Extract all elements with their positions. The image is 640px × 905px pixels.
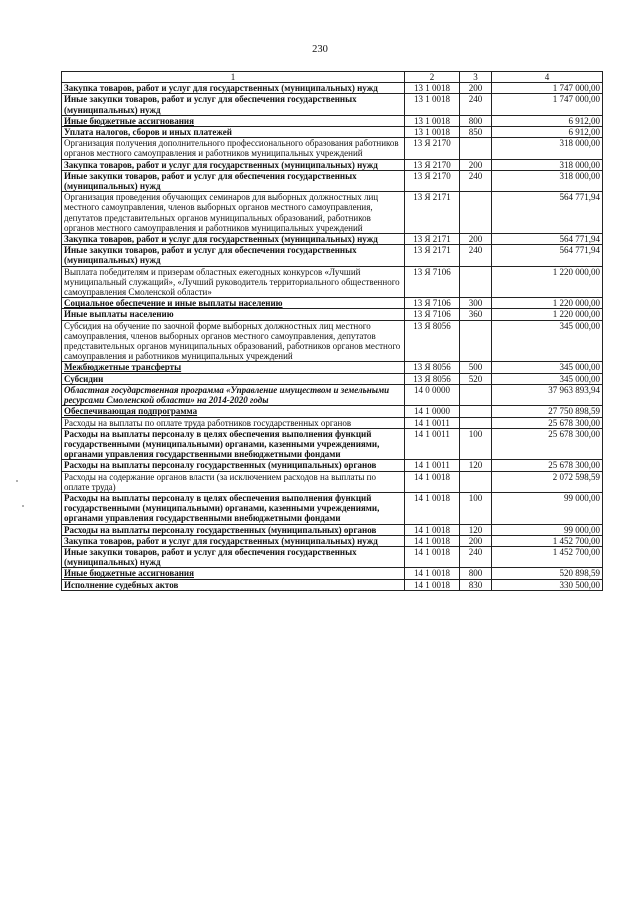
header-col-amount: 4 [492,72,603,83]
row-amount-cell: 318 000,00 [492,159,603,170]
row-csr-cell: 14 1 0018 [405,524,460,535]
row-name-cell: Закупка товаров, работ и услуг для государственных (муниципальных) нужд [62,535,405,546]
row-csr-cell: 13 Я 2171 [405,192,460,234]
row-name-cell: Исполнение судебных актов [62,579,405,590]
row-csr-cell: 13 Я 2170 [405,170,460,191]
row-csr-cell: 14 1 0018 [405,471,460,492]
table-row [62,245,603,266]
row-vr-cell: 200 [460,159,492,170]
row-csr-cell: 14 0 0000 [405,384,460,405]
table-row [62,524,603,535]
table-row [62,568,603,579]
row-amount-cell: 564 771,94 [492,245,603,266]
row-amount-cell: 1 220 000,00 [492,298,603,309]
row-name-cell: Закупка товаров, работ и услуг для государственных (муниципальных) нужд [62,234,405,245]
row-vr-cell: 120 [460,524,492,535]
row-name-cell: Закупка товаров, работ и услуг для государственных (муниципальных) нужд [62,159,405,170]
row-name-cell: Организация получения дополнительного профессионального образования работников органов местного самоуправления и работников муниципальных учреждений [62,138,405,159]
row-csr-cell: 13 1 0018 [405,127,460,138]
row-vr-cell: 240 [460,245,492,266]
header-col-name: 1 [62,72,405,83]
row-name-cell: Иные закупки товаров, работ и услуг для обеспечения государственных (муниципальных) нужд [62,94,405,115]
table-row [62,298,603,309]
row-amount-cell: 1 747 000,00 [492,83,603,94]
row-name-cell: Организация проведения обучающих семинаров для выборных должностных лиц местного самоуправления, членов выборных органов местного самоуправления, депутатов представительных органов муниципальных образований, работников органов местного самоуправления и работников муниципальных учреждений [62,192,405,234]
row-name-cell: Иные закупки товаров, работ и услуг для обеспечения государственных (муниципальных) нужд [62,546,405,567]
row-csr-cell: 14 1 0018 [405,535,460,546]
table-row [62,115,603,126]
table-row [62,460,603,471]
row-amount-cell: 345 000,00 [492,373,603,384]
row-name-cell: Иные закупки товаров, работ и услуг для обеспечения государственных (муниципальных) нужд [62,245,405,266]
row-vr-cell: 800 [460,115,492,126]
row-amount-cell: 330 500,00 [492,579,603,590]
row-csr-cell: 13 Я 7106 [405,266,460,298]
row-name-cell: Расходы на содержание органов власти (за исключением расходов на выплаты по оплате труда) [62,471,405,492]
row-name-cell: Иные бюджетные ассигнования [62,115,405,126]
table-row [62,94,603,115]
budget-table [61,71,603,591]
row-name-cell: Выплата победителям и призерам областных ежегодных конкурсов «Лучший муниципальный служащий», «Лучший руководитель территориального общественного самоуправления Смоленской области» [62,266,405,298]
row-name-cell: Расходы на выплаты персоналу в целях обеспечения выполнения функций государственными (муниципальными) органами, казенными учреждениями, органами управления государственными внебюджетными фондами [62,492,405,524]
row-vr-cell: 240 [460,170,492,191]
row-vr-cell: 500 [460,362,492,373]
row-vr-cell: 800 [460,568,492,579]
row-csr-cell: 13 Я 2170 [405,159,460,170]
row-name-cell: Областная государственная программа «Управление имуществом и земельными ресурсами Смоленской области» на 2014-2020 годы [62,384,405,405]
row-vr-cell: 200 [460,83,492,94]
row-name-cell: Межбюджетные трансферты [62,362,405,373]
row-amount-cell: 564 771,94 [492,192,603,234]
row-csr-cell: 14 1 0011 [405,417,460,428]
row-vr-cell [460,320,492,362]
row-amount-cell: 1 220 000,00 [492,309,603,320]
row-name-cell: Иные бюджетные ассигнования [62,568,405,579]
row-csr-cell: 13 Я 7106 [405,298,460,309]
row-amount-cell: 99 000,00 [492,524,603,535]
row-vr-cell: 100 [460,492,492,524]
row-vr-cell: 100 [460,428,492,460]
table-row [62,492,603,524]
row-csr-cell: 13 1 0018 [405,94,460,115]
row-name-cell: Закупка товаров, работ и услуг для государственных (муниципальных) нужд [62,83,405,94]
table-row [62,362,603,373]
scan-speck [16,480,18,482]
row-name-cell: Расходы на выплаты персоналу государственных (муниципальных) органов [62,524,405,535]
table-row [62,170,603,191]
row-vr-cell [460,471,492,492]
row-amount-cell: 25 678 300,00 [492,428,603,460]
page-number: 230 [312,44,328,55]
row-csr-cell: 13 Я 8056 [405,320,460,362]
table-header-row [62,72,603,83]
row-amount-cell: 99 000,00 [492,492,603,524]
table-row [62,428,603,460]
row-amount-cell: 1 452 700,00 [492,535,603,546]
row-vr-cell: 830 [460,579,492,590]
row-amount-cell: 1 747 000,00 [492,94,603,115]
table-row [62,266,603,298]
table-row [62,406,603,417]
row-amount-cell: 6 912,00 [492,127,603,138]
row-vr-cell: 300 [460,298,492,309]
row-name-cell: Иные закупки товаров, работ и услуг для обеспечения государственных (муниципальных) нужд [62,170,405,191]
row-csr-cell: 13 1 0018 [405,83,460,94]
row-amount-cell: 345 000,00 [492,320,603,362]
row-csr-cell: 13 Я 8056 [405,362,460,373]
row-amount-cell: 25 678 300,00 [492,460,603,471]
row-amount-cell: 37 963 893,94 [492,384,603,405]
row-csr-cell: 13 Я 7106 [405,309,460,320]
row-name-cell: Обеспечивающая подпрограмма [62,406,405,417]
row-name-cell: Расходы на выплаты персоналу государственных (муниципальных) органов [62,460,405,471]
row-amount-cell: 318 000,00 [492,170,603,191]
row-name-cell: Расходы на выплаты по оплате труда работников государственных органов [62,417,405,428]
header-col-vr: 3 [460,72,492,83]
row-csr-cell: 14 1 0018 [405,492,460,524]
row-name-cell: Иные выплаты населению [62,309,405,320]
row-vr-cell [460,406,492,417]
table-row [62,546,603,567]
row-name-cell: Расходы на выплаты персоналу в целях обеспечения выполнения функций государственными (муниципальными) органами, казенными учреждениями, органами управления государственными внебюджетными фондами [62,428,405,460]
table-row [62,159,603,170]
row-csr-cell: 14 1 0011 [405,428,460,460]
row-name-cell: Субсидия на обучение по заочной форме выборных должностных лиц местного самоуправления, членов выборных органов местного самоуправления, депутатов представительных органов муниципальных образований, работников органов местного самоуправления и работников муниципальных учреждений [62,320,405,362]
table-row [62,234,603,245]
table-row [62,192,603,234]
table-body [62,83,603,591]
row-csr-cell: 14 1 0018 [405,546,460,567]
table-row [62,309,603,320]
row-csr-cell: 14 1 0011 [405,460,460,471]
row-vr-cell: 240 [460,94,492,115]
table-row [62,535,603,546]
row-vr-cell [460,138,492,159]
row-name-cell: Социальное обеспечение и иные выплаты населению [62,298,405,309]
row-csr-cell: 13 Я 8056 [405,373,460,384]
row-amount-cell: 345 000,00 [492,362,603,373]
table-row [62,138,603,159]
table-row [62,127,603,138]
row-name-cell: Субсидии [62,373,405,384]
table-row [62,579,603,590]
row-vr-cell: 120 [460,460,492,471]
row-csr-cell: 14 1 0018 [405,579,460,590]
row-vr-cell [460,266,492,298]
row-csr-cell: 13 1 0018 [405,115,460,126]
table-row [62,417,603,428]
row-amount-cell: 27 750 898,59 [492,406,603,417]
row-amount-cell: 1 220 000,00 [492,266,603,298]
row-csr-cell: 13 Я 2170 [405,138,460,159]
header-col-csr: 2 [405,72,460,83]
table-row [62,384,603,405]
row-amount-cell: 25 678 300,00 [492,417,603,428]
scan-speck [22,505,24,507]
row-vr-cell: 850 [460,127,492,138]
table-row [62,373,603,384]
row-name-cell: Уплата налогов, сборов и иных платежей [62,127,405,138]
row-csr-cell: 13 Я 2171 [405,245,460,266]
row-csr-cell: 13 Я 2171 [405,234,460,245]
row-amount-cell: 520 898,59 [492,568,603,579]
table-row [62,320,603,362]
row-vr-cell [460,384,492,405]
row-csr-cell: 14 1 0018 [405,568,460,579]
row-vr-cell: 200 [460,535,492,546]
row-amount-cell: 6 912,00 [492,115,603,126]
row-amount-cell: 2 072 598,59 [492,471,603,492]
row-amount-cell: 318 000,00 [492,138,603,159]
row-amount-cell: 1 452 700,00 [492,546,603,567]
row-vr-cell: 240 [460,546,492,567]
row-vr-cell: 360 [460,309,492,320]
row-vr-cell: 520 [460,373,492,384]
row-vr-cell [460,417,492,428]
table-row [62,471,603,492]
row-vr-cell: 200 [460,234,492,245]
row-amount-cell: 564 771,94 [492,234,603,245]
row-csr-cell: 14 1 0000 [405,406,460,417]
table-row [62,83,603,94]
row-vr-cell [460,192,492,234]
